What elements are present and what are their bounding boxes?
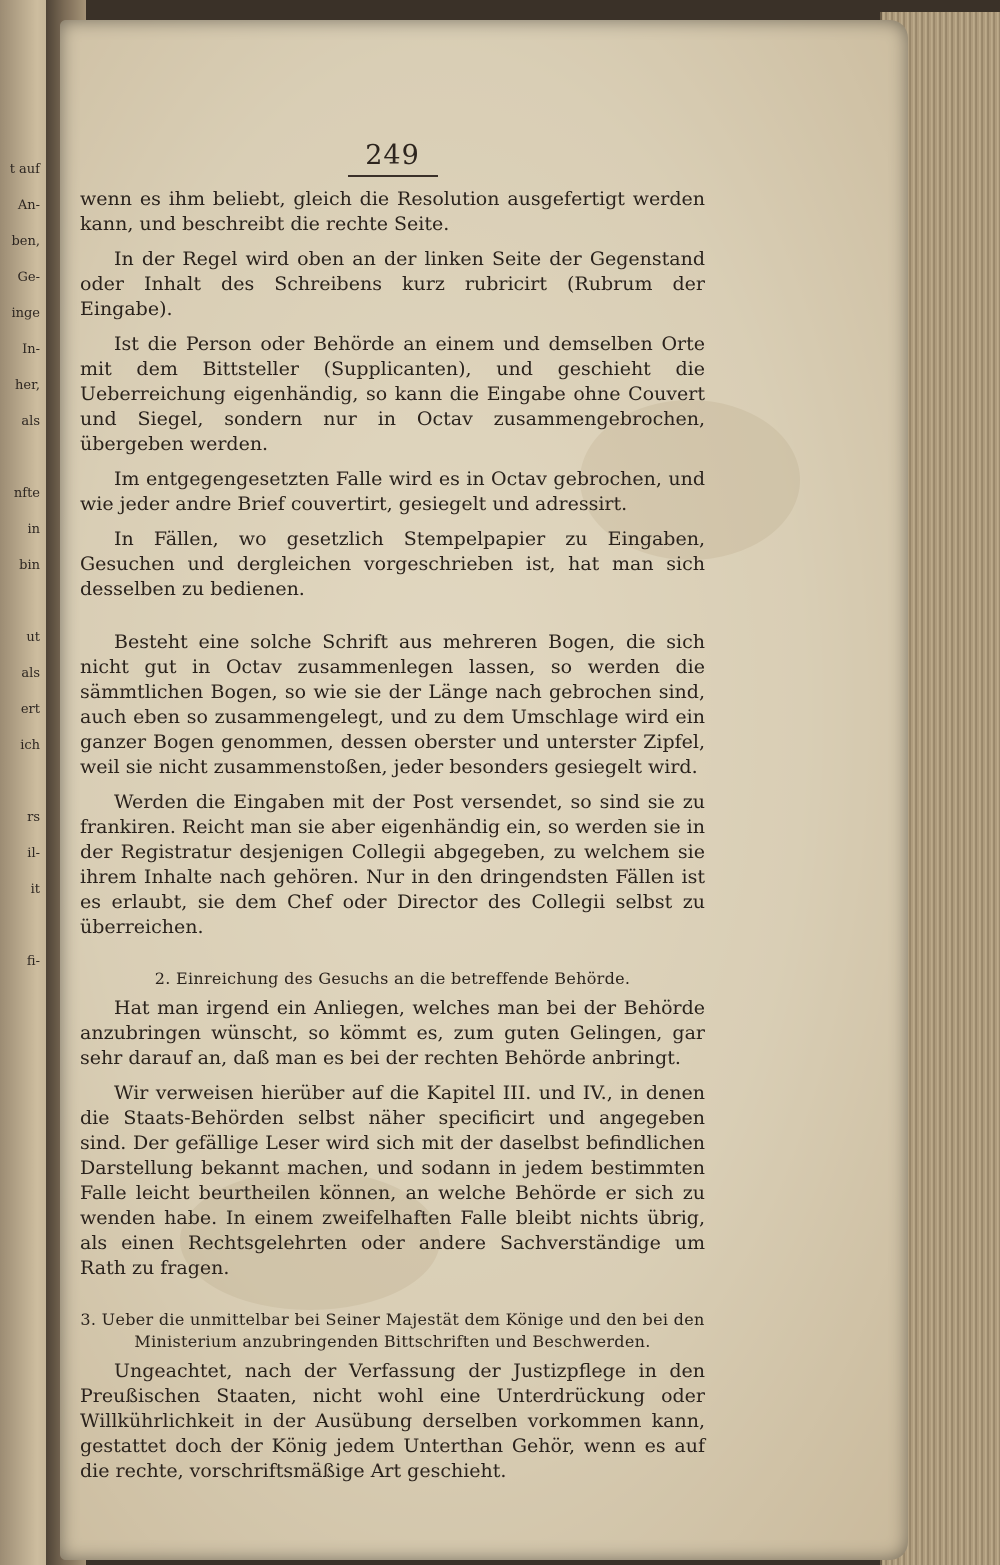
paragraph: Im entgegengesetzten Falle wird es in Octav gebrochen, und wie jeder andre Brief couvertirt, gesiegelt und adressirt.: [80, 468, 705, 515]
left-margin-fragment: An-: [17, 198, 40, 213]
left-margin-fragment: ben,: [11, 234, 40, 249]
left-margin-fragment: fi-: [26, 954, 40, 969]
left-margin-fragment: Ge-: [17, 270, 40, 285]
left-margin-fragment: rs: [27, 810, 40, 825]
left-margin-fragment: als: [21, 666, 40, 681]
page-number: 249: [365, 140, 420, 171]
left-margin-fragment: In-: [22, 342, 40, 357]
section-heading: 2. Einreichung des Gesuchs an die betreffende Behörde.: [154, 969, 631, 988]
left-margin-fragment: [0, 592, 40, 628]
left-margin-fragment: ut: [26, 630, 40, 645]
left-margin-fragment: nfte: [13, 486, 40, 501]
section-heading: 3. Ueber die unmittelbar bei Seiner Majestät dem Könige und den bei den Ministerium anzubringenden Bittschriften und Beschwerden.: [80, 1310, 705, 1351]
paragraph: wenn es ihm beliebt, gleich die Resolution ausgefertigt werden kann, und beschreibt die rechte Seite.: [80, 188, 705, 235]
left-margin-fragment: als: [21, 414, 40, 429]
paragraph: Hat man irgend ein Anliegen, welches man bei der Behörde anzubringen wünscht, so kömmt es, zum guten Gelingen, gar sehr darauf an, daß man es bei der rechten Behörde anbringt.: [80, 997, 705, 1069]
page-content: [80, 140, 705, 1494]
left-margin-fragment: ich: [20, 738, 40, 753]
left-margin-fragment: ert: [20, 702, 40, 717]
left-margin-fragment: inge: [11, 306, 40, 321]
left-margin-fragment: t auf: [9, 162, 40, 177]
paragraph: Ungeachtet, nach der Verfassung der Justizpflege in den Preußischen Staaten, nicht wohl eine Unterdrückung oder Willkührlichkeit in der Ausübung derselben vorkommen kann, gestattet doch der König jedem Unterthan Gehör, wenn es auf die rechte, vorschriftsmäßige Art geschieht.: [80, 1360, 705, 1482]
left-margin-fragment: [0, 448, 40, 484]
paragraph: Werden die Eingaben mit der Post versendet, so sind sie zu frankiren. Reicht man sie aber eigenhändig ein, so werden sie in der Registratur desjenigen Collegii abgegeben, zu welchem sie ihrem Inhalte nach gehören. Nur in den dringendsten Fällen ist es erlaubt, sie dem Chef oder Director des Collegii selbst zu überreichen.: [80, 791, 705, 938]
left-margin-fragment: il-: [27, 846, 40, 861]
left-margin-fragment: her,: [15, 378, 40, 393]
paragraph: Wir verweisen hierüber auf die Kapitel III. und IV., in denen die Staats-Behörden selbst näher specificirt und angegeben sind. Der gefällige Leser wird sich mit der daselbst befindlichen Darstellung bekannt machen, und sodann in jedem bestimmten Falle leicht beurtheilen können, an welche Behörde er sich zu wenden habe. In einem zweifelhaften Falle bleibt nichts übrig, als einen Rechtsgelehrten oder andere Sachverständige um Rath zu fragen.: [80, 1082, 705, 1279]
paragraph: Ist die Person oder Behörde an einem und demselben Orte mit dem Bittsteller (Supplicanten), und geschieht die Ueberreichung eigenhändig, so kann die Eingabe ohne Couvert und Siegel, sondern nur in Octav zusammengebrochen, übergeben werden.: [80, 333, 705, 455]
left-page-text-fragments: [0, 160, 40, 988]
paragraph: In der Regel wird oben an der linken Seite der Gegenstand oder Inhalt des Schreibens kurz rubricirt (Rubrum der Eingabe).: [80, 248, 705, 320]
left-margin-fragment: bin: [19, 558, 40, 573]
left-margin-fragment: [0, 772, 40, 808]
left-margin-fragment: in: [27, 522, 40, 537]
header-rule: [348, 175, 438, 177]
paragraph: Besteht eine solche Schrift aus mehreren Bogen, die sich nicht gut in Octav zusammenlegen lassen, so werden die sämmtlichen Bogen, so wie sie der Länge nach gebrochen sind, auch eben so zusammengelegt, und zu dem Umschlage wird ein ganzer Bogen genommen, dessen oberster und unterster Zipfel, weil sie nicht zusammenstoßen, jeder besonders gesiegelt wird.: [80, 631, 705, 778]
paragraph: In Fällen, wo gesetzlich Stempelpapier zu Eingaben, Gesuchen und dergleichen vorgeschrieben ist, hat man sich desselben zu bedienen.: [80, 528, 705, 600]
left-margin-fragment: it: [30, 882, 40, 897]
left-margin-fragment: [0, 916, 40, 952]
